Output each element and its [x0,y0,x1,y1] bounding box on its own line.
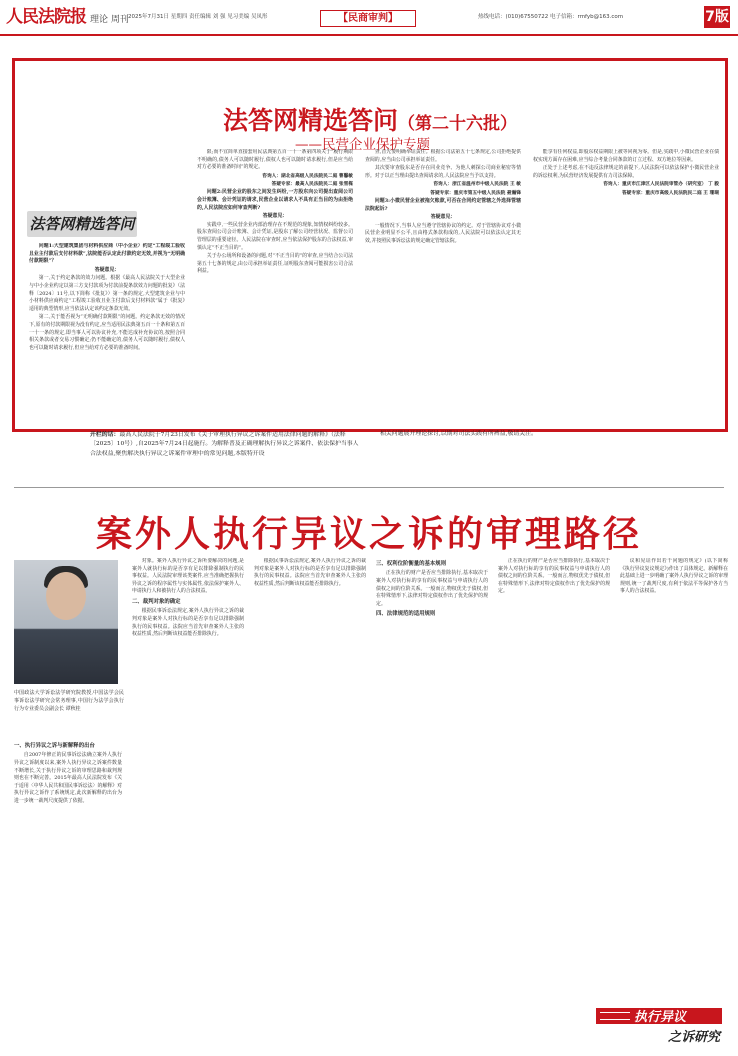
article2-column-3 [254,558,366,1048]
section-heading: 三、权利位阶衡量的基本规则 [376,561,447,567]
article1-column-1 [29,243,185,428]
answer-heading: 答疑意见： [94,266,120,273]
paragraph: 能享有任何权益,即股东权益期限上被等同视为零。但是,实践中,小微民营企业在债权实现方面存在困难,应当综合考量合同条款的订立过程、双方地位等因素。 [533,149,719,163]
byline: 答疑专家：重庆市第五中级人民法院 聂瀚锋 [430,190,521,196]
byline: 答疑专家：最高人民法院民二庭 张雪楳 [271,182,353,188]
article2-column-5 [498,558,610,1048]
paragraph: 议和见证作出若干问题的规定》(以下简称《执行异议复议规定》)作出了具体规定。新解释在此基础上进一步明确了案外人执行异议之诉的审理规则,统一了裁判尺度,有利于依法平等保护各方当事人的合法权益。 [620,558,728,595]
article1-title-main: 法答网精选答问 [222,106,398,135]
issue-meta: 2025年7月31日 星期四 责任编辑 刘 强 见习美编 吴凤彤 [128,14,268,20]
section-heading: 一、执行异议之诉与新解释的出台 [14,743,95,749]
stamp-line-1: 执行异议 [634,1010,687,1025]
byline: 咨询人：浙江省温州市中级人民法院 王 敏 [433,182,521,188]
section-heading: 四、法律规范的适用规则 [376,611,436,618]
question: 问题2:民营企业的股东之间发生纠纷,一方股东向公司提出查阅公司会计账簿、会计凭证的请求,民营企业以请求人不具有正当目的为由拒绝的,人民法院应如何审查判断? [197,189,353,211]
masthead [6,2,129,28]
answer-heading: 答疑意见： [262,213,288,220]
paragraph: 第一,关于约定条款的效力问题。根据《最高人民法院关于大型企业与中小企业约定以第三方支付款项为付款前提条款效力问题的批复》（法释〔2024〕11号,以下简称《批复》）第一条的规定,大型建筑企业与中小材料供应商约定“工程竣工验收且业主付款后支付材料款”属于《批复》适用的典型情形,应当依法认定该约定条款无效。 [29,275,185,312]
paragraph: 自2007年修正的民事诉讼法确立案外人执行异议之诉制度以来,案外人执行异议之诉案件数量不断增长,关于执行异议之诉的审理思路和裁判规则也在不断完善。2015年最高人民法院发布《关于适用〈中华人民共和国民事诉讼法〉的解释》对执行异议之诉作了系统规定,此次新解释的出台为进一步统一裁判尺度提供了依据。 [14,752,122,804]
article1-title [15,101,725,137]
paragraph: 正在执行的财产是否应当排除执行,基本取决于案外人对执行标的享有的民事权益与申请执行人的债权之间的位阶关系。一般而言,物权优先于债权,但在特殊情形下,法律对特定债权作出了优先保护的规定。 [498,558,610,595]
stamp-line-2: 之诉研究 [668,1030,721,1045]
paragraph: 根据民事诉讼法规定,案外人执行异议之诉的裁判对象是案外人对执行标的是否享有足以排除强制执行的民事权益。法院应当首先审查案外人主张的权益性质,然后判断该权益能否排除执行。 [254,558,366,587]
paragraph: 实践中,一些民营企业内部治理存在不规范的现象,知情权纠纷较多。股东查阅公司会计账簿、会计凭证,是股东了解公司经营状况、监督公司管理层的重要途径。人民法院在审查时,应当依法保护股东的合法权益,审慎认定“不正当目的”。 [197,221,353,251]
question: 问题1:大型建筑集团与材料供应商（中小企业）约定“工程竣工验收且业主付款后支付材料款”,法院能否认定此付款约定无效,并视为“无明确付款期限”？ [29,243,185,265]
column-stamp-qa: 法答网精选答问 [27,211,137,237]
paragraph: 一般情况下,当事人应当遵守管辖协议的约定。对于管辖协议对小微民营企业明显不公平,且由格式条款构成的,人民法院可以依法认定其无效,并按照民事诉讼法的规定确定管辖法院。 [365,222,521,244]
paragraph: 查,首先要明确举证责任。根据公司法第五十七条规定,公司拒绝提供查阅的,应当由公司承担举证责任。 [365,149,521,163]
page-header [0,0,738,34]
masthead-title: 人民法院报 [6,7,86,27]
author-photo [14,560,118,684]
byline: 答疑专家：重庆市高级人民法院民二庭 王 珊瑚 [621,190,719,196]
section-tag: 【民商审判】 [320,10,416,27]
paragraph: 根据民事诉讼法规定,案外人执行异议之诉的裁判对象是案外人对执行标的是否享有足以排除强制执行的民事权益。法院应当首先审查案外人主张的权益性质,然后判断该权益能否排除执行。 [132,608,244,638]
article1-subtitle: ——民营企业保护专题 [295,137,430,153]
paragraph: 对象。案外人执行异议之诉所要解决的问题,是案外人就执行标的是否享有足以排除强制执行的民事权益。人民法院审理该类案件,应当准确把握执行异议之诉的程序属性与实体属性,依法保护案外人、申请执行人和被执行人的合法权益。 [132,558,244,595]
question: 问题3:小微民营企业被拖欠账款,可否在合同约定管辖之外选择管辖法院起诉? [365,197,521,212]
contact-meta: 热线电话：(010)67550722 电子信箱：rmfyb@163.com [478,14,624,20]
stamp-lines [600,1012,630,1020]
section-heading: 二、裁判对象的确定 [132,598,181,605]
editor-note [90,430,650,482]
editor-note-text-b: 相关问题展开理论探讨,以期对司法实践有所裨益,敬请关注。 [380,431,537,437]
byline: 咨询人：湖北省高级人民法院民二庭 曹馨敏 [262,173,353,179]
header-rule [0,34,738,36]
article2-column-2 [132,558,244,1048]
paragraph: 第二,关于能否视为“无明确付款期限”的问题。约定条款无效的情况下,原有的付款期限视为没有约定,应当适用民法典第五百一十条和第五百一十一条的规定,即当事人可以协议补充,不能达成补充协议的,按照合同相关条款或者交易习惯确定;仍不能确定的,债务人可以随时履行,债权人也可以随时请求履行,但应当给对方必要的准备时间。 [29,314,185,351]
author-photo-face [46,572,86,620]
article1-column-4 [533,149,719,428]
article2-column-4 [376,558,488,1048]
article1-title-paren: （第二十六批） [398,114,517,134]
paragraph: 正处于上述考虑,在不违反法律规定的前提下,人民法院可以依法保护小微民营企业的诉讼权利,为民营经济发展提供有力司法保障。 [533,165,719,179]
paragraph: 限;而不宜简单直接套用民法典第五百一十一条第四项关于“履行期限不明确的,债务人可以随时履行,债权人也可以随时请求履行,但是应当给对方必要的准备时间”的规定。 [197,149,353,171]
article2-column-1 [14,740,122,1045]
paragraph: 其次要审查股东是否存在同业竞争、为他人刺探公司商业秘密等情形。对于以正当理由提出查阅请求的,人民法院应当予以支持。 [365,165,521,179]
divider [14,487,724,488]
answer-heading: 答疑意见： [430,214,456,221]
paragraph: 正在执行的财产是否应当排除执行,基本取决于案外人对执行标的享有的民事权益与申请执行人的债权之间的位阶关系。一般而言,物权优先于债权,但在特殊情形下,法律对特定债权作出了优先保护的规定。 [376,570,488,607]
article1-column-3 [365,149,521,428]
editor-note-text-a: 最高人民法院于7月23日发布《关于审理执行异议之诉案件适用法律问题的解释》（法释〔2025〕10号）,自2025年7月24日起施行。为解释普及正确理解执行异议之诉案件、依法保护当事人合法权益,聚焦解决执行异议之诉案件审理中的常见问题,本版特开设 [90,432,359,457]
page-number: 7版 [704,6,730,28]
article2-title: 案外人执行异议之诉的审理路径 [95,514,642,555]
author-caption: 中国政法大学诉讼法学研究院教授,中国法学会民事诉讼法学研究会常务理事,中国行为法学会执行行为专业委员会副会长 谭秋桂 [14,690,124,712]
article-qa-box [12,58,728,432]
byline: 咨询人：重庆市江津区人民法院审管办（研究室） 丁 毅 [603,182,719,188]
paragraph: 关于办公场所和设备的问题,对“不正当目的”的审查,应当结合公司法第五十七条的规定,由公司承担举证责任,证明股东查阅可能损害公司合法利益。 [197,253,353,275]
editor-note-label: 开栏的话： [90,431,120,438]
masthead-sub: 理论 周刊 [90,15,129,25]
article2-column-6 [620,558,728,998]
article1-column-2 [197,149,353,428]
column-stamp-enforcement [596,1004,732,1048]
editor-note-col-a [90,430,362,459]
